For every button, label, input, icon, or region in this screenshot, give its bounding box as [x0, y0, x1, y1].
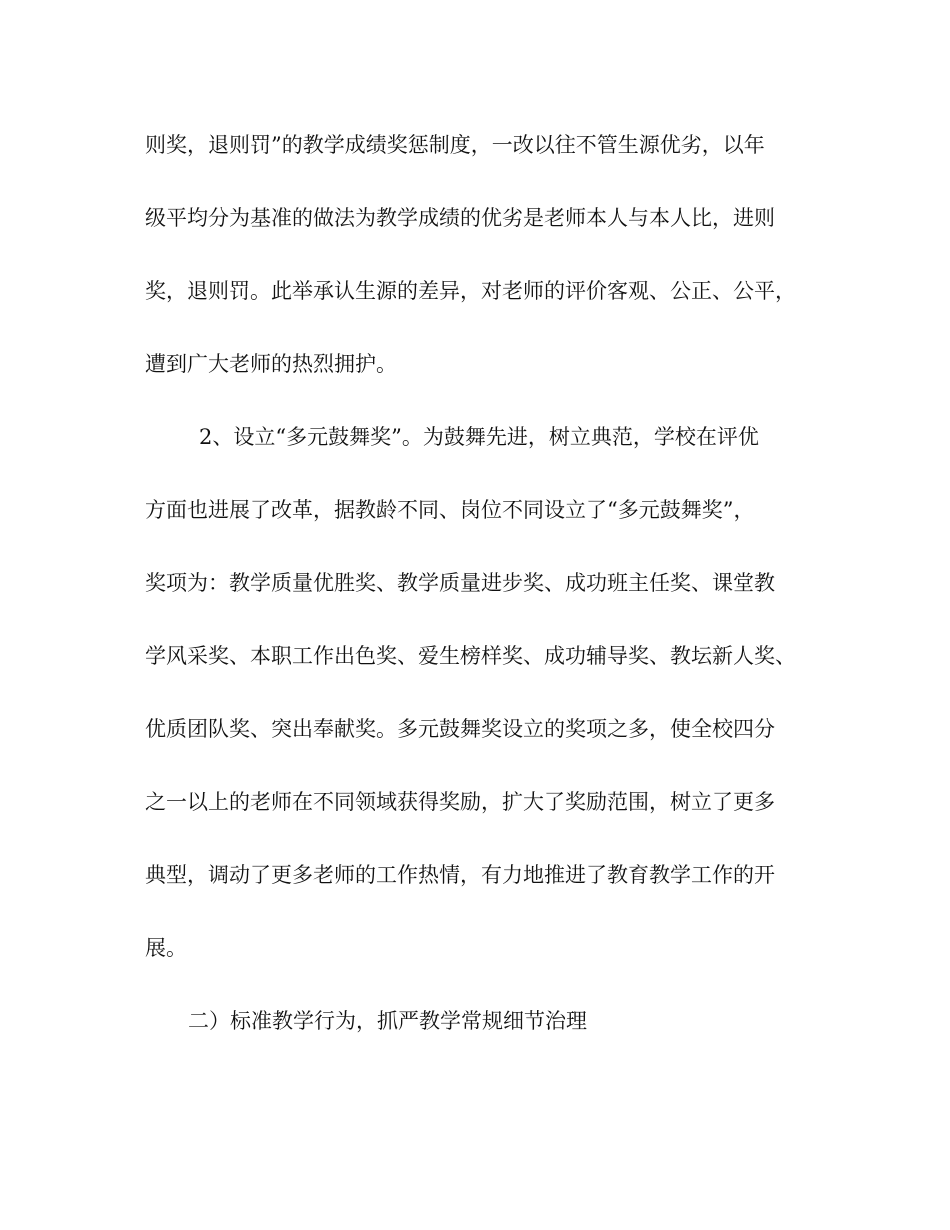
text-line-1: 则奖，退则罚”的教学成绩奖惩制度，一改以往不管生源优劣，以年 [145, 133, 765, 157]
text-line-12: 展。 [145, 936, 187, 960]
text-line-5: 2、设立“多元鼓舞奖”。为鼓舞先进，树立典范，学校在评优 [199, 425, 759, 449]
text-line-3: 奖，退则罚。此举承认生源的差异，对老师的评价客观、公正、公平， [145, 279, 796, 303]
text-line-6: 方面也进展了改革，据教龄不同、岗位不同设立了“多元鼓舞奖”， [145, 498, 755, 522]
text-line-11: 典型，调动了更多老师的工作热情，有力地推进了教育教学工作的开 [145, 863, 775, 887]
section-heading: 二）标准教学行为，抓严教学常规细节治理 [188, 1009, 587, 1033]
text-line-9: 优质团队奖、突出奉献奖。多元鼓舞奖设立的奖项之多，使全校四分 [145, 717, 775, 741]
text-line-7: 奖项为：教学质量优胜奖、教学质量进步奖、成功班主任奖、课堂教 [145, 571, 775, 595]
text-line-4: 遭到广大老师的热烈拥护。 [145, 352, 397, 376]
text-line-10: 之一以上的老师在不同领域获得奖励，扩大了奖励范围，树立了更多 [145, 790, 775, 814]
text-line-2: 级平均分为基准的做法为教学成绩的优劣是老师本人与本人比，进则 [145, 206, 775, 230]
text-line-8: 学风采奖、本职工作出色奖、爱生榜样奖、成功辅导奖、教坛新人奖、 [145, 644, 796, 668]
